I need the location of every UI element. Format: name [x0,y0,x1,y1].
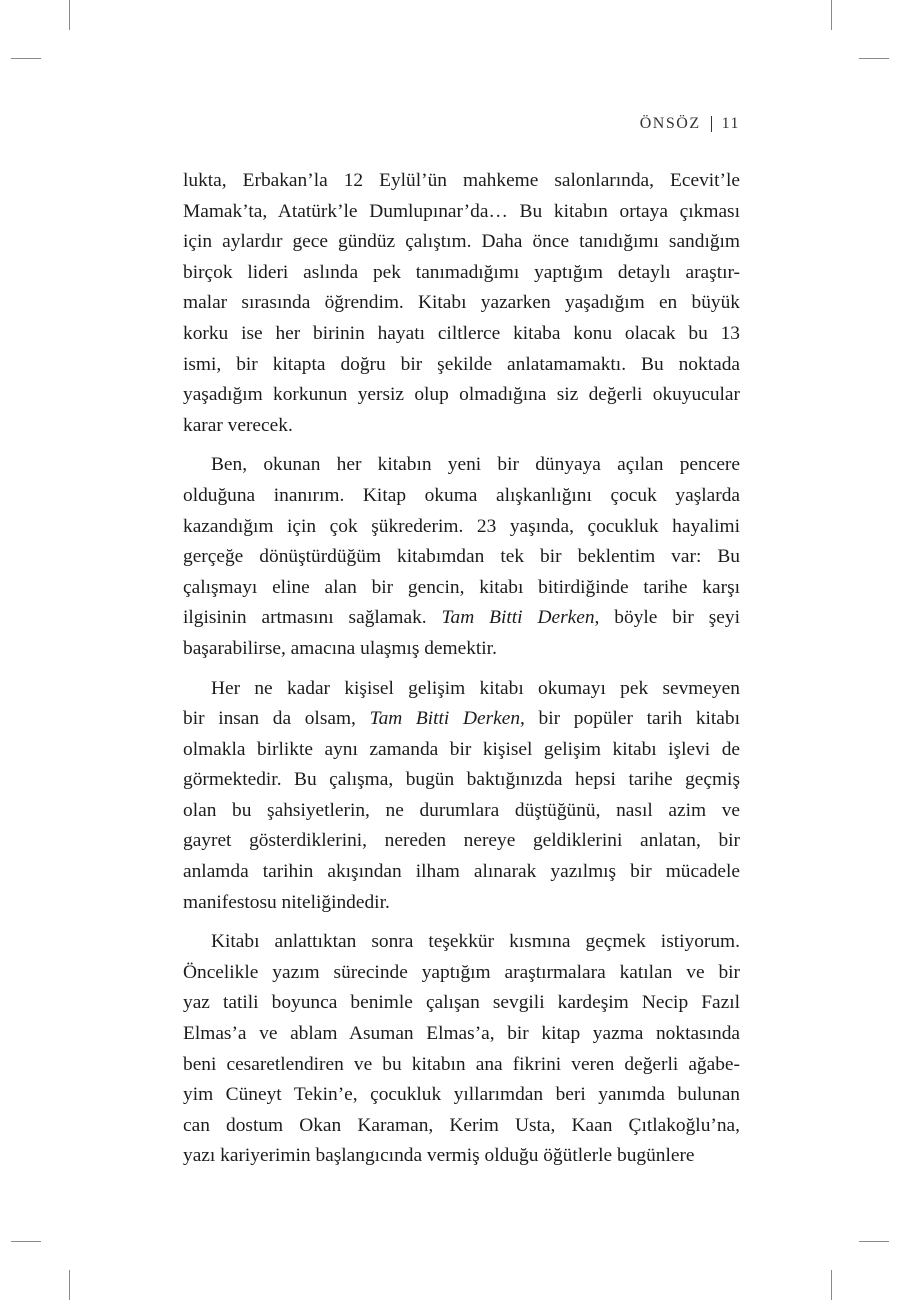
text-line: için aylardır gece gündüz çalıştım. Daha önce tanıdığımı sandığım [183,231,740,253]
text-line: beni cesaretlendiren ve bu kitabın ana fikrini veren değerli ağabe- [183,1053,740,1075]
text-line: kazandığım için çok şükrederim. 23 yaşında, çocukluk hayalimi [183,515,740,537]
text-line: Elmas’a ve ablam Asuman Elmas’a, bir kitap yazma noktasında [183,1023,740,1045]
text-line: yaz tatili boyunca benimle çalışan sevgili kardeşim Necip Fazıl [183,992,740,1014]
crop-mark [69,1270,70,1300]
text-line: başarabilirse, amacına ulaşmış demektir. [183,637,497,659]
text-line: çalışmayı eline alan bir gencin, kitabı bitirdiğinde tarihe karşı [183,576,740,598]
crop-mark [831,0,832,30]
crop-mark [859,58,889,59]
text-line: olduğuna inanırım. Kitap okuma alışkanlığını çocuk yaşlarda [183,484,740,506]
text-line: Ben, okunan her kitabın yeni bir dünyaya açılan pencere [211,454,740,476]
text-line: korku ise her birinin hayatı ciltlerce kitaba konu olacak bu 13 [183,322,740,344]
text-line: Her ne kadar kişisel gelişim kitabı okumayı pek sevmeyen [211,677,740,699]
crop-mark [831,1270,832,1300]
book-title: Tam Bitti Derken [369,708,521,730]
body-text [183,166,740,1172]
text-line: anlamda tarihin akışından ilham alınarak yazılmış bir mücadele [183,861,740,883]
crop-mark [11,1241,41,1242]
paragraph-gap [183,441,740,450]
running-header [640,115,740,133]
text-line: olan bu şahsiyetlerin, ne durumlara düştüğünü, nasıl azim ve [183,799,740,821]
text-line: Mamak’ta, Atatürk’le Dumlupınar’da… Bu kitabın ortaya çıkması [183,200,740,222]
paragraph [183,674,740,919]
crop-mark [859,1241,889,1242]
text-line: birçok lideri aslında pek tanımadığımı yaptığım detaylı araştır- [183,261,740,283]
text-line: gerçeğe dönüştürdüğüm kitabımdan tek bir beklentim var: Bu [183,546,740,568]
text-line: lukta, Erbakan’la 12 Eylül’ün mahkeme salonlarında, Ecevit’le [183,170,740,191]
text-line: malar sırasında öğrendim. Kitabı yazarken yaşadığım en büyük [183,292,740,314]
text-line: görmektedir. Bu çalışma, bugün baktığınızda hepsi tarihe geçmiş [183,769,740,791]
page-number: 11 [721,115,740,132]
paragraph-gap [183,918,740,927]
book-title: Tam Bitti Derken [441,607,595,629]
text-line: ilgisinin artmasını sağlamak. Tam Bitti Derken, böyle bir şeyi [183,607,740,629]
paragraph [183,927,740,1172]
crop-mark [69,0,70,30]
text-line: olmakla birlikte aynı zamanda bir kişisel gelişim kitabı işlevi de [183,738,740,760]
text-line: Kitabı anlattıktan sonra teşekkür kısmına geçmek istiyorum. [211,931,740,953]
text-line: gayret gösterdiklerini, nereden nereye geldiklerini anlatan, bir [183,830,740,852]
text-line: ismi, bir kitapta doğru bir şekilde anlatamamaktı. Bu noktada [183,353,740,375]
section-title: ÖNSÖZ [639,115,701,132]
text-line: can dostum Okan Karaman, Kerim Usta, Kaan Çıtlakoğlu’na, [183,1114,740,1136]
crop-mark [11,58,41,59]
paragraph [183,166,740,441]
text-line: karar verecek. [183,414,293,436]
text-line: manifestosu niteliğindedir. [183,891,390,913]
header-divider [711,116,712,132]
text-line: yazı kariyerimin başlangıcında vermiş olduğu öğütlerle bugünlere [183,1145,695,1167]
paragraph [183,450,740,664]
text-line: bir insan da olsam, Tam Bitti Derken, bir popüler tarih kitabı [183,708,740,730]
text-line: yaşadığım korkunun yersiz olup olmadığına siz değerli okuyucular [183,384,740,406]
paragraph-gap [183,665,740,674]
text-line: Öncelikle yazım sürecinde yaptığım araştırmalara katılan ve bir [183,961,740,983]
text-line: yim Cüneyt Tekin’e, çocukluk yıllarımdan beri yanımda bulunan [183,1084,740,1106]
